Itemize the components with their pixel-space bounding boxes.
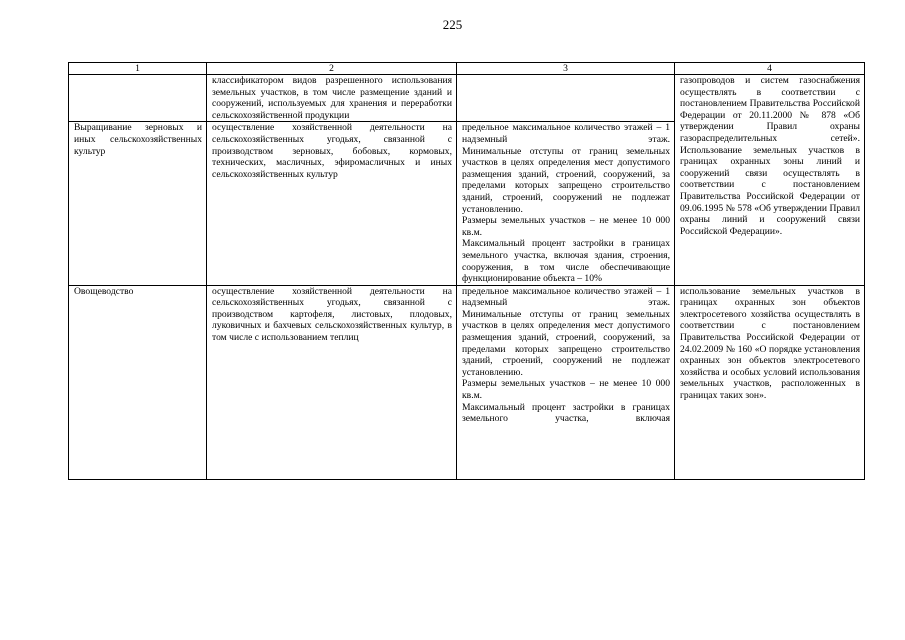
- description-cell: [207, 75, 457, 122]
- table-row: [69, 285, 865, 479]
- paragraph: осуществление хозяйственной деятельности на сельскохозяйственных угодьях, связанной с производством зерновых, бобовых, кормовых, технических, масличных, эфиромасличных и иных сельскохозяйственных культур: [212, 122, 452, 180]
- description-cell: [207, 122, 457, 285]
- header-cell: 3: [457, 63, 675, 75]
- paragraph: газопроводов и систем газоснабжения осуществлять в соответствии с постановлением Правительства Российской Федерации от 20.11.2000 № 878 «Об утверждении Правил охраны газораспределительных сетей».: [680, 75, 860, 144]
- header-cell: 1: [69, 63, 207, 75]
- use-type-cell: [69, 75, 207, 122]
- paragraph: Выращивание зерновых и иных сельскохозяйственных культур: [74, 122, 202, 157]
- paragraph: Размеры земельных участков – не менее 10 000 кв.м.: [462, 215, 670, 238]
- description-cell: [207, 285, 457, 479]
- header-cell: 4: [675, 63, 865, 75]
- restrictions-cell: [675, 285, 865, 479]
- paragraph: Минимальные отступы от границ земельных участков в целях определения мест допустимого размещения зданий, строений, сооружений, за пределами которых запрещено строительство зданий, строений, сооружений не подлежат установлению.: [462, 308, 670, 378]
- paragraph: Минимальные отступы от границ земельных участков в целях определения мест допустимого размещения зданий, строений, сооружений, за пределами которых запрещено строительство зданий, строений, сооружений не подлежат установлению.: [462, 145, 670, 215]
- restrictions-cell: [675, 75, 865, 286]
- page-number: 225: [442, 17, 463, 32]
- header-cell: 2: [207, 63, 457, 75]
- paragraph: Максимальный процент застройки в границах земельного участка, включая здания, строения, сооружения, в том числе обеспечивающие функционирование объекта – 10%: [462, 238, 670, 285]
- parameters-cell: [457, 285, 675, 479]
- table-row: [69, 75, 865, 122]
- regulations-table: [68, 62, 865, 480]
- paragraph: предельное максимальное количество этажей – 1 надземный этаж.: [462, 285, 670, 309]
- paragraph: Овощеводство: [74, 285, 134, 297]
- paragraph: осуществление хозяйственной деятельности на сельскохозяйственных угодьях, связанной с производством картофеля, листовых, плодовых, луковичных и бахчевых сельскохозяйственных культур, в том числе с использованием теплиц: [212, 285, 452, 344]
- paragraph: классификатором видов разрешенного использования земельных участков, в том числе размещение зданий и сооружений, используемых для хранения и переработки сельскохозяйственной продукции: [212, 75, 452, 121]
- paragraph: Максимальный процент застройки в границах земельного участка, включая: [462, 401, 670, 425]
- parameters-cell: [457, 75, 675, 122]
- paragraph: Использование земельных участков в границах охранных зоны линий и сооружений связи осуществлять в соответствии с постановлением Правительства Российской Федерации от 09.06.1995 № 578 «Об утверждении Правил охраны линий и сооружений связи Российской Федерации».: [680, 144, 860, 237]
- use-type-cell: [69, 122, 207, 285]
- parameters-cell: [457, 122, 675, 285]
- use-type-cell: [69, 285, 207, 479]
- header-row: [69, 63, 865, 75]
- paragraph: Размеры земельных участков – не менее 10 000 кв.м.: [462, 378, 670, 402]
- paragraph: предельное максимальное количество этажей – 1 надземный этаж.: [462, 122, 670, 145]
- paragraph: использование земельных участков в границах охранных зон объектов электросетевого хозяйства осуществлять в соответствии с постановлением Правительства Российской Федерации от 24.02.2009 № 160 «О порядке установления охранных зон объектов электросетевого хозяйства и особых условий использования земельных участков, расположенных в границах таких зон».: [680, 285, 860, 402]
